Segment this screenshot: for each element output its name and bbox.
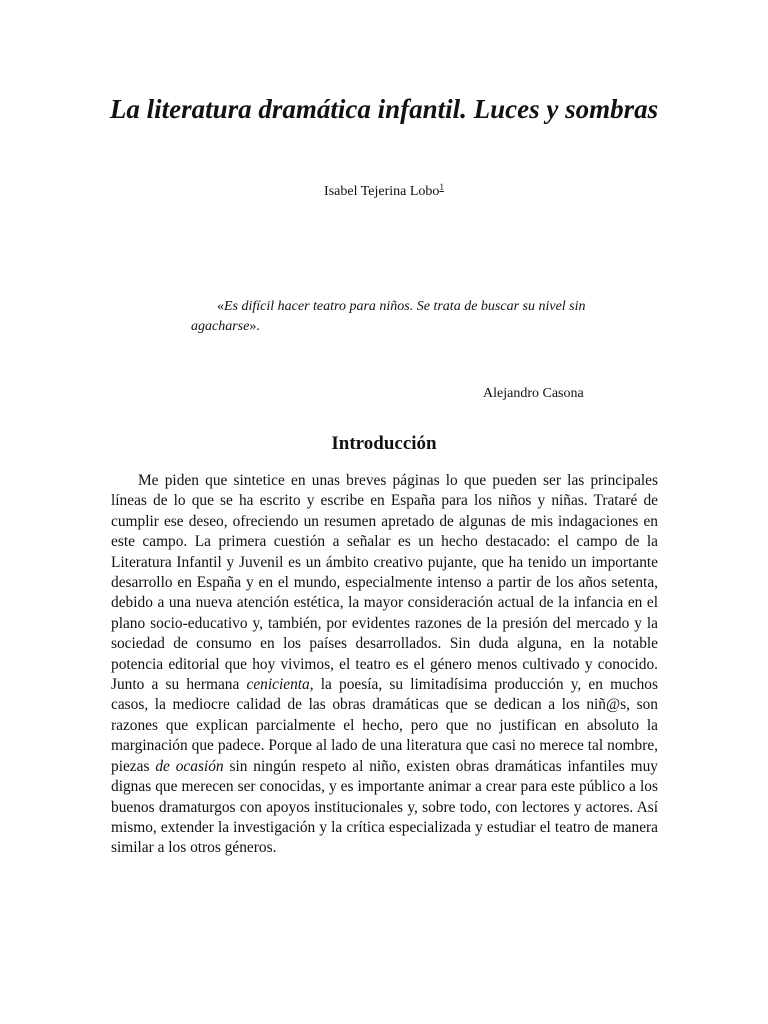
epigraph-quote-text: Es difícil hacer teatro para niños. Se trata de buscar su nivel sin agacharse (191, 299, 586, 334)
paragraph-italic-de-ocasion: de ocasión (155, 757, 224, 775)
document-title: La literatura dramática infantil. Luces y sombras (109, 94, 659, 124)
epigraph-attribution: Alejandro Casona (483, 386, 584, 401)
author-name: Isabel Tejerina Lobo (324, 184, 440, 199)
epigraph-close-quote: ». (249, 319, 260, 334)
body-paragraph (111, 471, 658, 859)
epigraph-open-quote: « (217, 299, 224, 314)
section-heading: Introducción (331, 433, 437, 454)
paragraph-text-part-2: , la poesía, su limitadísima producción y, en muchos casos, la mediocre calidad de las obras dramáticas que se dedican a los niñ@s, son razones que explican parcialmente el hecho, pero que no justifican en absoluto la marginación que padece. Porque al lado de una literatura que casi no merece tal nombre, piezas (111, 676, 658, 775)
paragraph-text-part-1: Me piden que sintetice en unas breves páginas lo que pueden ser las principales líneas de lo que se ha escrito y escribe en España para los niños y niñas. Trataré de cumplir ese deseo, ofreciendo un resumen apretado de algunas de mis indagaciones en este campo. La primera cuestión a señalar es un hecho destacado: el campo de la Literatura Infantil y Juvenil es un ámbito creativo pujante, que ha tenido un importante desarrollo en España y en el mundo, especialmente intenso a partir de los años setenta, debido a una nueva atención estética, la mayor consideración actual de la infancia en el plano socio-educativo y, también, por evidentes razones de la presión del mercado y la sociedad de consumo en los países desarrollados. Sin duda alguna, en la notable potencia editorial que hoy vivimos, el teatro es el género menos cultivado y conocido. Junto a su hermana (111, 472, 658, 694)
author-line (0, 183, 768, 201)
paragraph-text-part-3: sin ningún respeto al niño, existen obras dramáticas infantiles muy dignas que merecen ser conocidas, y es importante animar a crear para este público a los buenos dramaturgos con apoyos institucionales y, sobre todo, con lectores y actores. Así mismo, extender la investigación y la crítica especializada y estudiar el teatro de manera similar a los otros géneros. (111, 757, 658, 857)
epigraph-quote (191, 297, 591, 337)
footnote-ref-link[interactable]: 1 (439, 182, 444, 192)
paragraph-italic-cenicienta: cenicienta (246, 676, 310, 694)
